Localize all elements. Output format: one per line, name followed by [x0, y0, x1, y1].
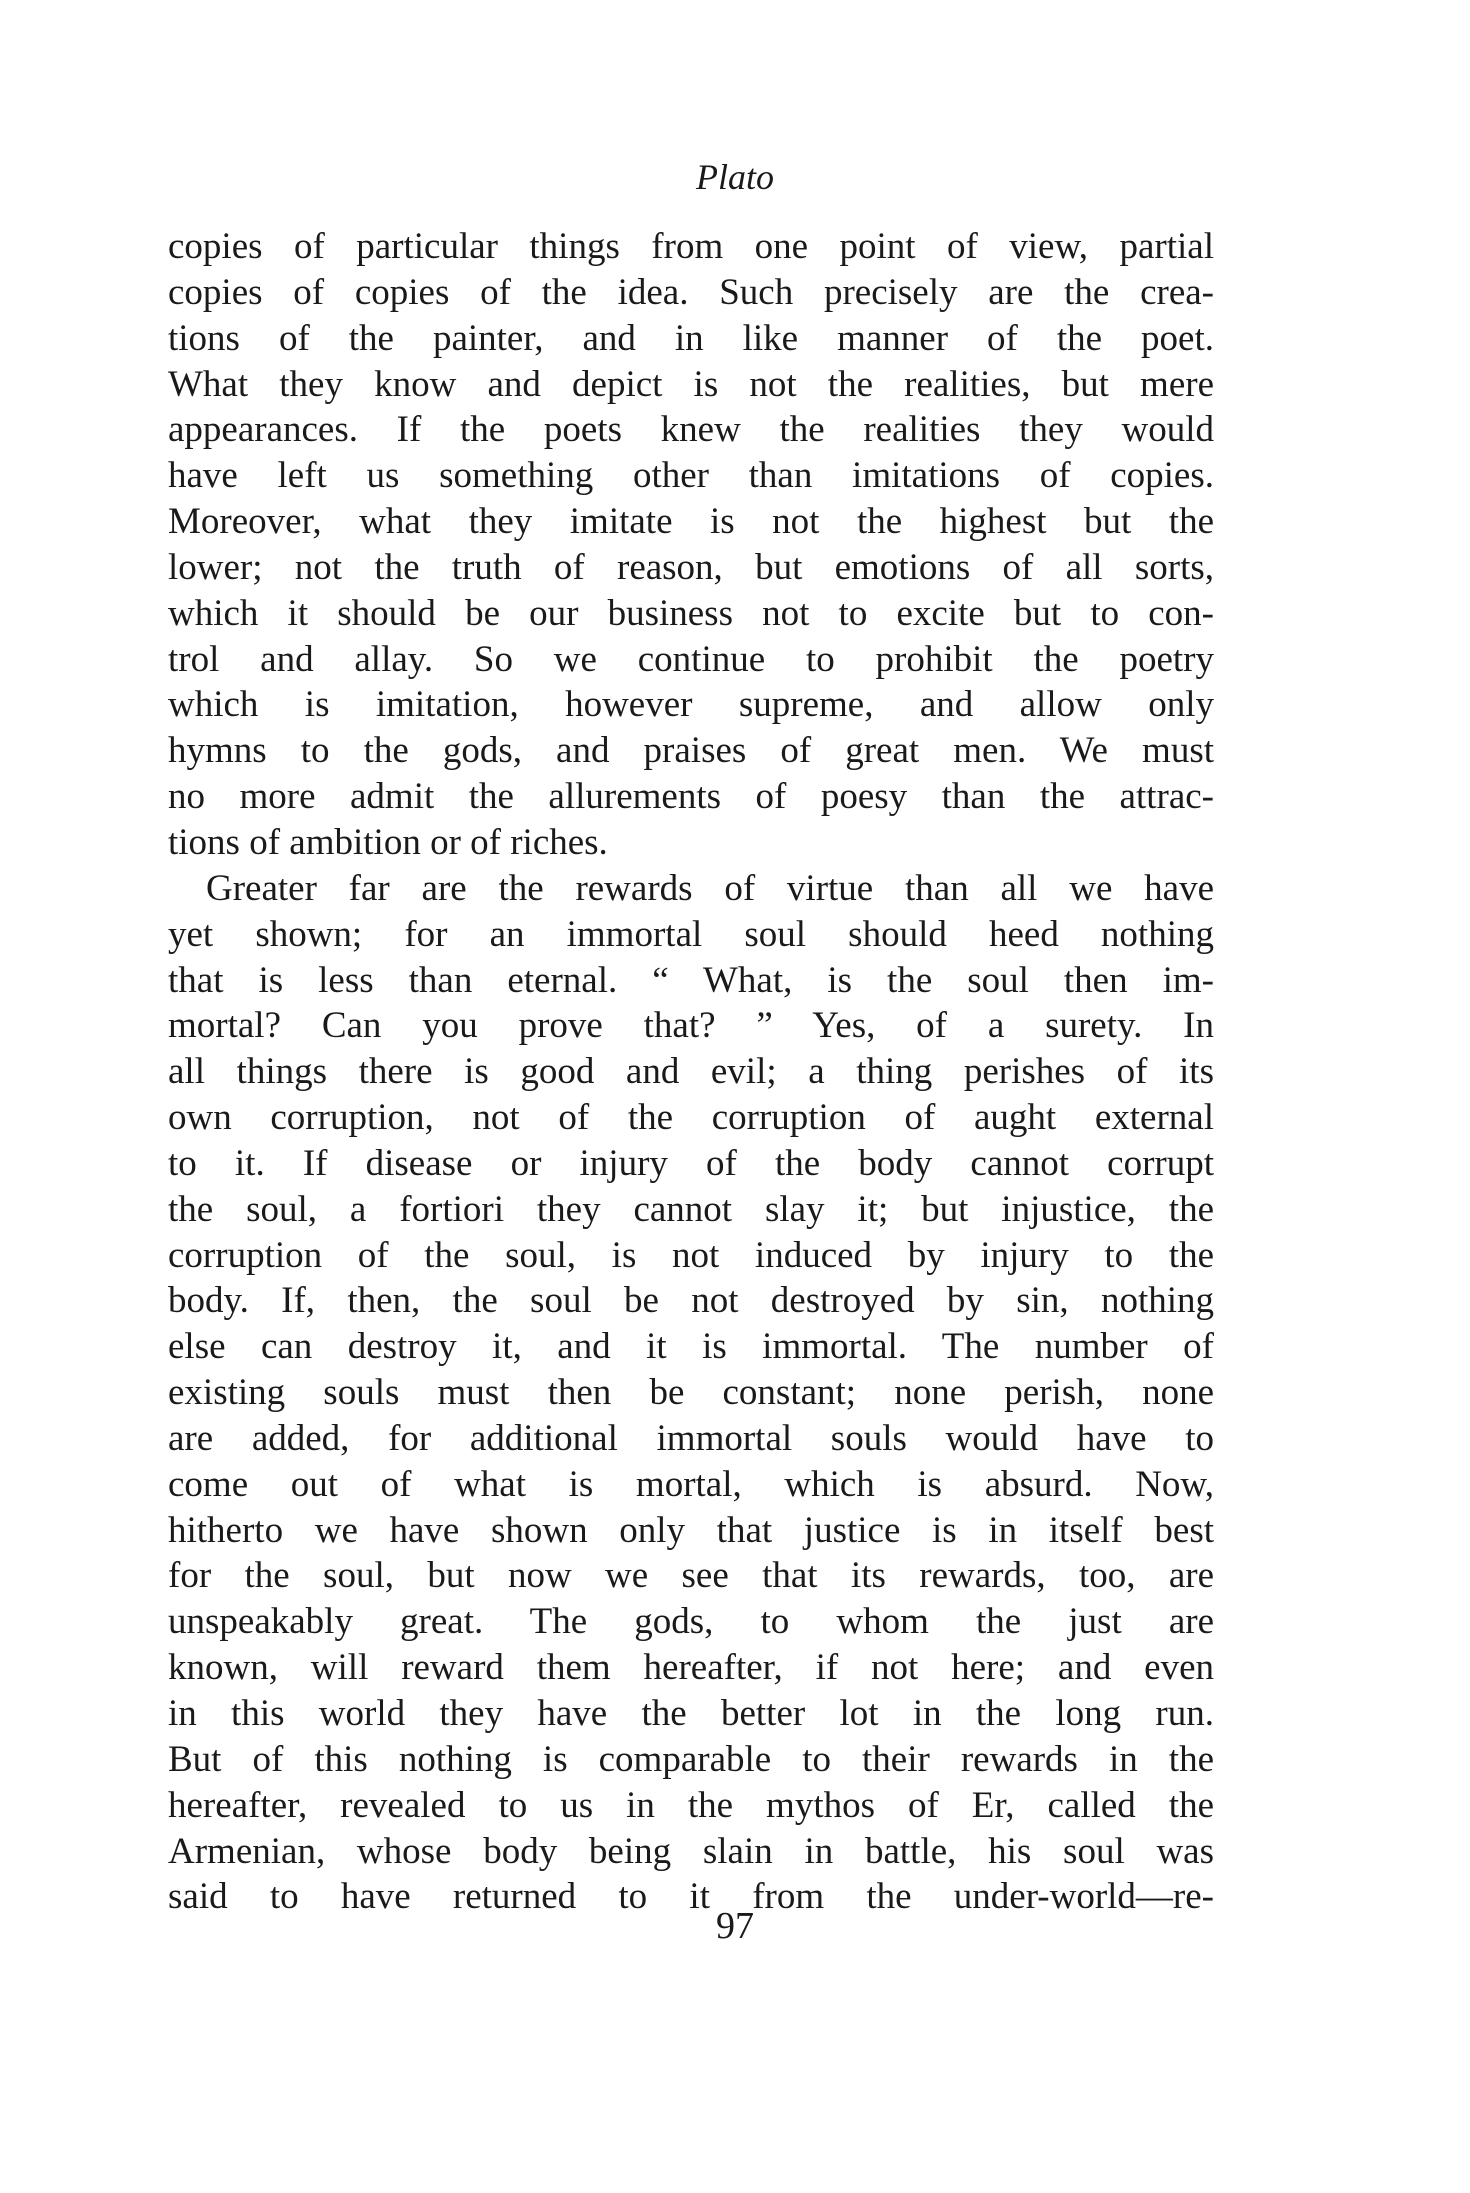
text-line: Armenian, whose body being slain in battle, his soul was: [168, 1830, 1214, 1872]
text-line: copies of particular things from one point of view, partial: [168, 226, 1214, 267]
text-line: hereafter, revealed to us in the mythos of Er, called the: [168, 1784, 1214, 1826]
text-line: existing souls must then be constant; none perish, none: [168, 1372, 1214, 1414]
text-line: Moreover, what they imitate is not the highest but the: [168, 501, 1214, 543]
text-line: to it. If disease or injury of the body cannot corrupt: [168, 1142, 1214, 1184]
text-line: own corruption, not of the corruption of aught external: [168, 1097, 1214, 1139]
text-line: What they know and depict is not the realities, but mere: [168, 363, 1214, 405]
text-line: hitherto we have shown only that justice is in itself best: [168, 1509, 1214, 1551]
text-line: come out of what is mortal, which is absurd. Now,: [168, 1463, 1214, 1505]
body-text: [168, 224, 1214, 1920]
text-line: tions of the painter, and in like manner of the poet.: [168, 317, 1214, 359]
text-line: known, will reward them hereafter, if not here; and even: [168, 1647, 1214, 1689]
text-line: mortal? Can you prove that? ” Yes, of a surety. In: [168, 1005, 1214, 1047]
text-line: body. If, then, the soul be not destroyed by sin, nothing: [168, 1280, 1214, 1322]
text-line: that is less than eternal. “ What, is the soul then im-: [168, 959, 1214, 1001]
running-head: Plato: [696, 157, 774, 197]
text-line: said to have returned to it from the under-world—re-: [168, 1876, 1214, 1918]
text-line: no more admit the allurements of poesy than the attrac-: [168, 776, 1214, 818]
text-line: appearances. If the poets knew the realities they would: [168, 409, 1214, 451]
paragraph-end-line: tions of ambition or of riches.: [168, 821, 608, 863]
text-line: have left us something other than imitations of copies.: [168, 455, 1214, 497]
text-line: copies of copies of the idea. Such precisely are the crea-: [168, 271, 1214, 313]
text-line: which it should be our business not to excite but to con-: [168, 592, 1214, 634]
text-line: for the soul, but now we see that its rewards, too, are: [168, 1555, 1214, 1597]
paragraph-start-line: Greater far are the rewards of virtue than all we have: [206, 867, 1214, 909]
text-line: which is imitation, however supreme, and allow only: [168, 684, 1214, 726]
text-line: all things there is good and evil; a thing perishes of its: [168, 1051, 1214, 1093]
text-line: trol and allay. So we continue to prohibit the poetry: [168, 638, 1214, 680]
text-line: corruption of the soul, is not induced by injury to the: [168, 1234, 1214, 1276]
text-line: else can destroy it, and it is immortal. The number of: [168, 1326, 1214, 1368]
text-line: unspeakably great. The gods, to whom the just are: [168, 1601, 1214, 1643]
text-line: yet shown; for an immortal soul should heed nothing: [168, 913, 1214, 955]
text-line: hymns to the gods, and praises of great men. We must: [168, 730, 1214, 772]
text-line: lower; not the truth of reason, but emotions of all sorts,: [168, 546, 1214, 588]
text-line: But of this nothing is comparable to their rewards in the: [168, 1738, 1214, 1780]
text-line: in this world they have the better lot in the long run.: [168, 1693, 1214, 1734]
text-line: the soul, a fortiori they cannot slay it; but injustice, the: [168, 1188, 1214, 1230]
text-line: are added, for additional immortal souls would have to: [168, 1417, 1214, 1459]
page-number: 97: [716, 1905, 754, 1947]
